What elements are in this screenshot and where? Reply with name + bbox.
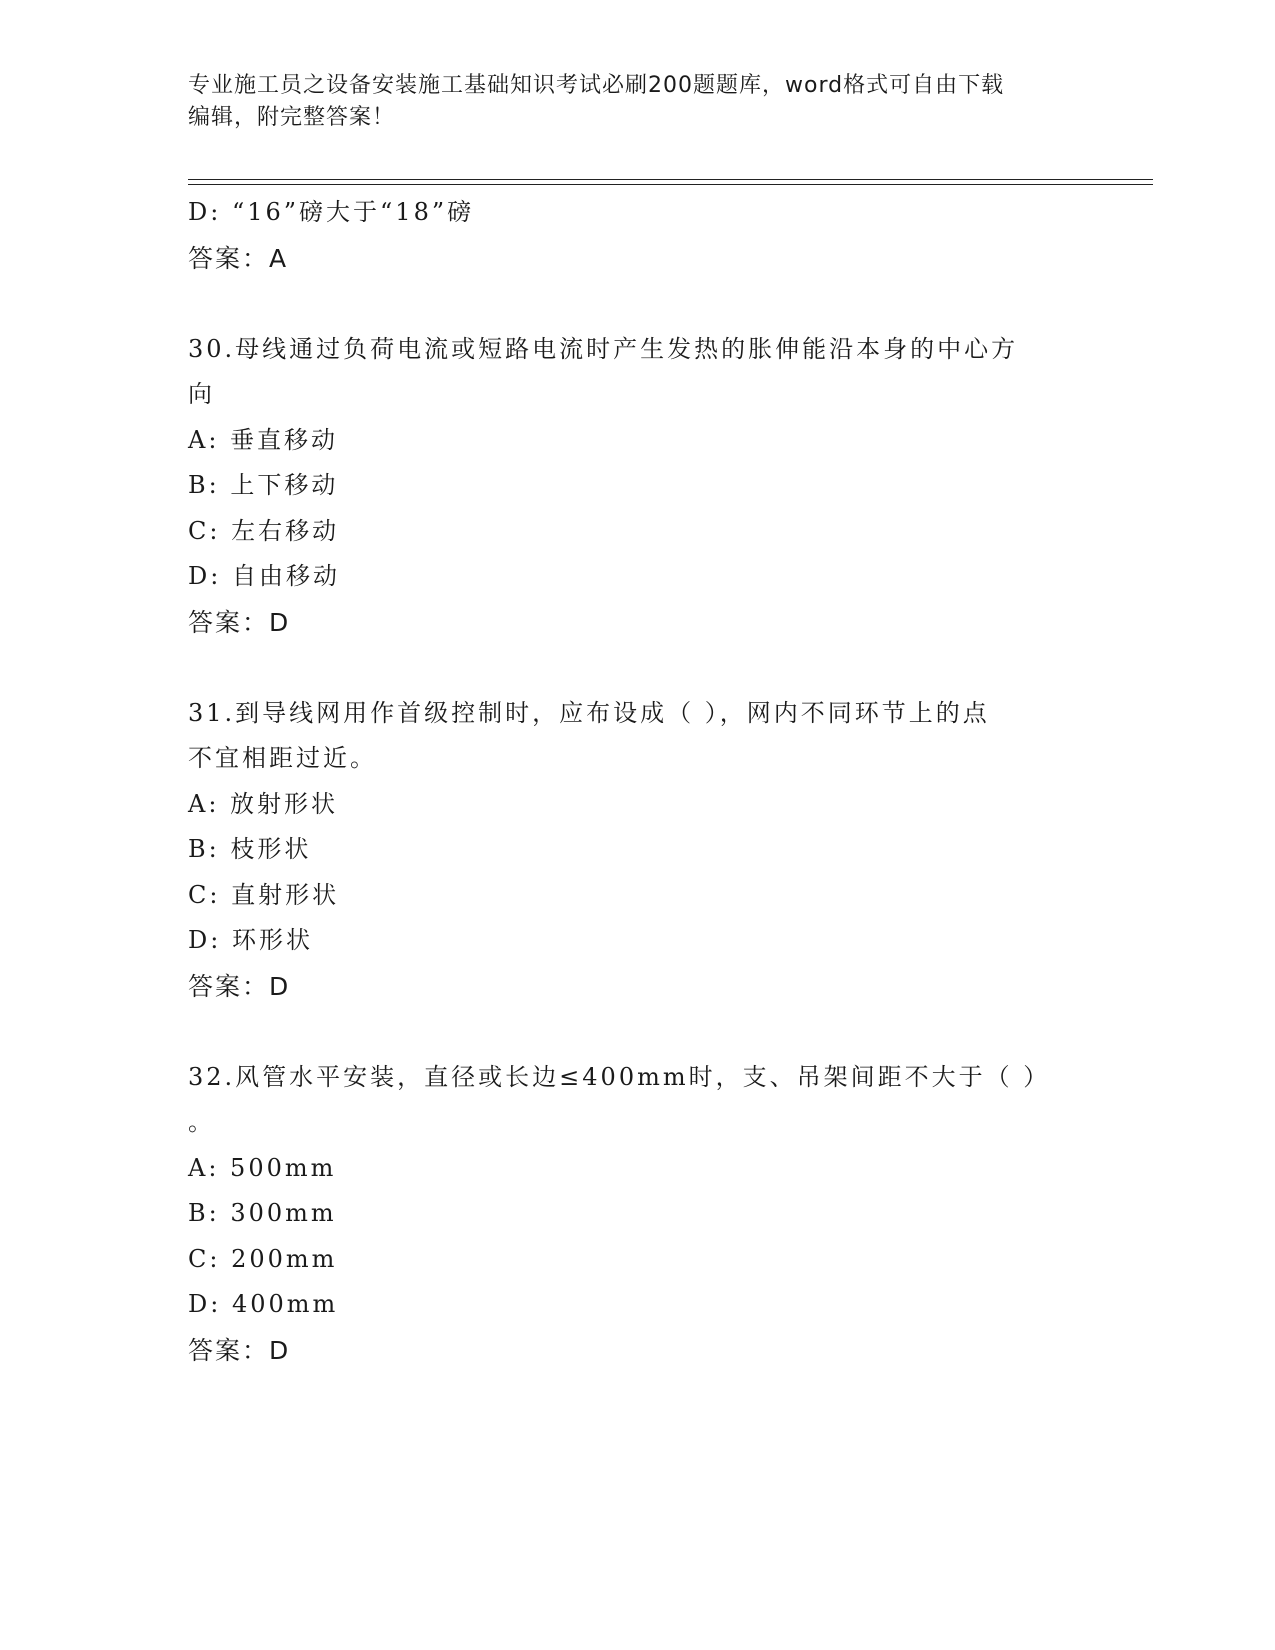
option-c: C: 200mm (188, 1244, 338, 1273)
option-c: C: 左右移动 (188, 516, 340, 545)
question-stem: 31.到导线网用作首级控制时，应布设成（ ），网内不同环节上的点 (188, 698, 990, 727)
answer-line: 答案：D (188, 1335, 291, 1365)
option-b: B: 枝形状 (188, 835, 312, 863)
option-d: D: “16”磅大于“18”磅 (188, 198, 475, 226)
answer-line: 答案：D (188, 607, 291, 637)
spacer (188, 1009, 1088, 1055)
document-header (188, 70, 1088, 134)
option-b: B: 上下移动 (188, 471, 339, 499)
question-31 (188, 691, 1088, 1010)
question-stem-continued: 不宜相距过近。 (188, 744, 377, 772)
option-b: B: 300mm (188, 1199, 337, 1227)
question-content (188, 190, 1088, 1373)
question-stem: 30.母线通过负荷电流或短路电流时产生发热的胀伸能沿本身的中心方 (188, 334, 1019, 363)
header-divider-top (188, 179, 1153, 180)
spacer (188, 281, 1088, 327)
answer-line: 答案：A (188, 243, 289, 273)
answer-line: 答案：D (188, 971, 291, 1001)
option-a: A: 放射形状 (188, 789, 339, 818)
option-a: A: 垂直移动 (188, 425, 339, 454)
option-a: A: 500mm (188, 1153, 337, 1182)
header-line-2: 编辑，附完整答案！ (188, 105, 396, 130)
header-divider-bottom (188, 184, 1153, 185)
option-d: D: 400mm (188, 1290, 339, 1318)
question-stem-continued: 向 (188, 380, 215, 408)
question-30 (188, 327, 1088, 646)
header-line-1: 专业施工员之设备安装施工基础知识考试必刷200题题库，word格式可自由下载 (188, 73, 1005, 98)
question-32 (188, 1055, 1088, 1374)
spacer (188, 645, 1088, 691)
option-d: D: 自由移动 (188, 562, 340, 590)
option-d: D: 环形状 (188, 926, 313, 954)
option-c: C: 直射形状 (188, 880, 340, 909)
question-stem-continued: 。 (188, 1108, 215, 1136)
question-stem: 32.风管水平安装，直径或长边≤400mm时，支、吊架间距不大于（ ） (188, 1062, 1051, 1091)
